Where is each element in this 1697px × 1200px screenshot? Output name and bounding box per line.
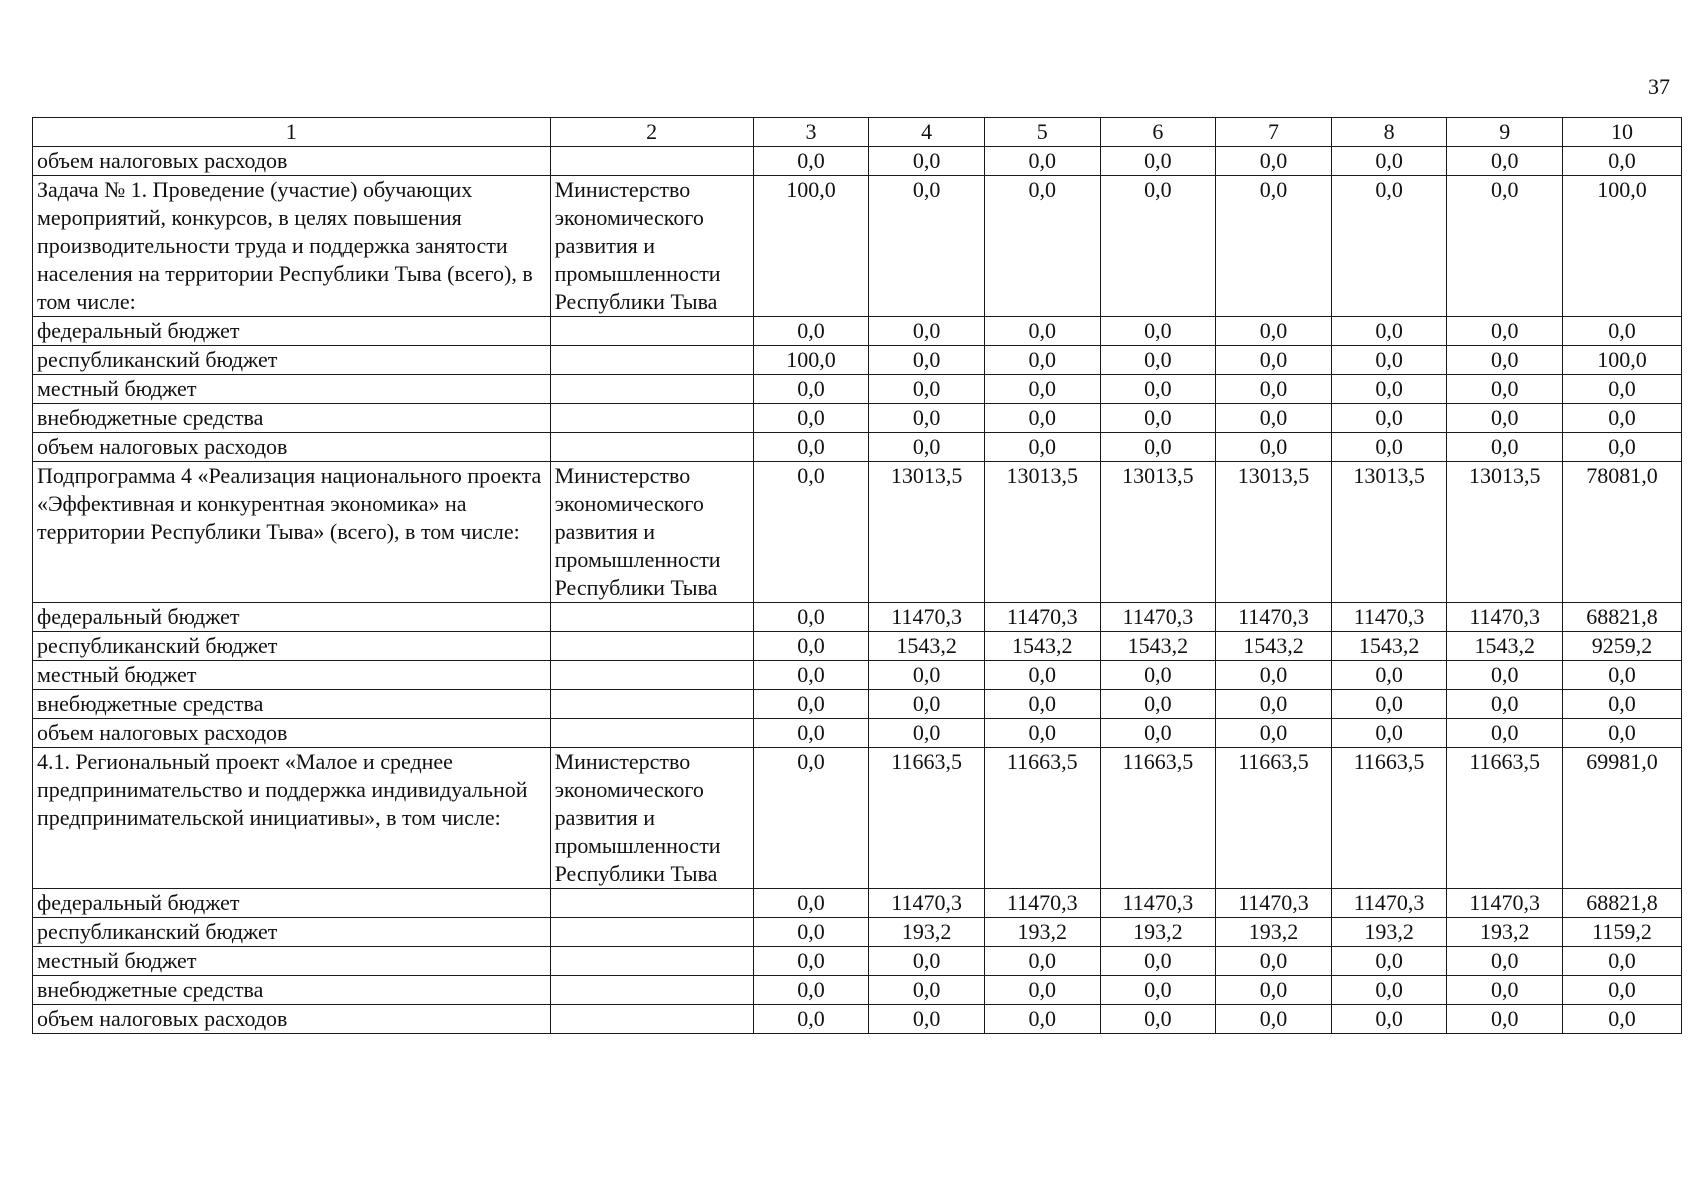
value-cell: 0,0 (1563, 947, 1682, 976)
value-cell: 0,0 (1563, 719, 1682, 748)
table-row (33, 176, 1682, 317)
value-cell: 100,0 (1563, 176, 1682, 317)
table-row (33, 375, 1682, 404)
row-executor (550, 147, 753, 176)
value-cell: 0,0 (753, 947, 869, 976)
value-cell: 0,0 (1216, 947, 1332, 976)
table-row (33, 404, 1682, 433)
row-label: Подпрограмма 4 «Реализация национального проекта «Эффективная и конкурентная экономика» на территории Республики Тыва» (всего), в том числе: (33, 462, 551, 603)
value-cell: 0,0 (1447, 1005, 1563, 1034)
value-cell: 0,0 (1447, 375, 1563, 404)
value-cell: 0,0 (1100, 433, 1216, 462)
value-cell: 11663,5 (984, 748, 1100, 889)
row-label: внебюджетные средства (33, 404, 551, 433)
value-cell: 0,0 (1216, 317, 1332, 346)
row-executor: Министерство экономического развития и промышленности Республики Тыва (550, 176, 753, 317)
value-cell: 11470,3 (1216, 603, 1332, 632)
value-cell: 0,0 (984, 719, 1100, 748)
value-cell: 13013,5 (1331, 462, 1447, 603)
value-cell: 0,0 (1100, 690, 1216, 719)
row-executor (550, 433, 753, 462)
table-row (33, 346, 1682, 375)
header-cell: 6 (1100, 118, 1216, 147)
row-label: внебюджетные средства (33, 976, 551, 1005)
value-cell: 0,0 (869, 976, 985, 1005)
header-cell: 7 (1216, 118, 1332, 147)
value-cell: 11663,5 (1216, 748, 1332, 889)
value-cell: 193,2 (1216, 918, 1332, 947)
header-cell: 4 (869, 118, 985, 147)
value-cell: 0,0 (1447, 433, 1563, 462)
value-cell: 0,0 (753, 918, 869, 947)
value-cell: 0,0 (869, 433, 985, 462)
value-cell: 0,0 (1331, 947, 1447, 976)
value-cell: 0,0 (869, 947, 985, 976)
value-cell: 0,0 (869, 661, 985, 690)
header-cell: 10 (1563, 118, 1682, 147)
value-cell: 1159,2 (1563, 918, 1682, 947)
table-row (33, 632, 1682, 661)
value-cell: 0,0 (1100, 176, 1216, 317)
row-label: 4.1. Региональный проект «Малое и среднее предпринимательство и поддержка индивидуальной предпринимательской инициативы», в том числе: (33, 748, 551, 889)
table-row (33, 661, 1682, 690)
budget-table (32, 117, 1682, 1034)
value-cell: 0,0 (1447, 976, 1563, 1005)
row-executor (550, 603, 753, 632)
value-cell: 0,0 (1100, 976, 1216, 1005)
value-cell: 0,0 (1100, 317, 1216, 346)
value-cell: 0,0 (984, 976, 1100, 1005)
row-label: объем налоговых расходов (33, 433, 551, 462)
value-cell: 0,0 (1563, 1005, 1682, 1034)
value-cell: 0,0 (1447, 346, 1563, 375)
value-cell: 0,0 (1216, 346, 1332, 375)
row-executor: Министерство экономического развития и промышленности Республики Тыва (550, 462, 753, 603)
table-row (33, 1005, 1682, 1034)
value-cell: 0,0 (984, 404, 1100, 433)
value-cell: 0,0 (1100, 661, 1216, 690)
value-cell: 0,0 (1331, 719, 1447, 748)
value-cell: 0,0 (869, 346, 985, 375)
row-executor (550, 375, 753, 404)
header-cell: 1 (33, 118, 551, 147)
value-cell: 13013,5 (1216, 462, 1332, 603)
header-cell: 3 (753, 118, 869, 147)
value-cell: 0,0 (1216, 147, 1332, 176)
value-cell: 11470,3 (869, 889, 985, 918)
value-cell: 11470,3 (984, 889, 1100, 918)
header-row (33, 118, 1682, 147)
value-cell: 69981,0 (1563, 748, 1682, 889)
value-cell: 0,0 (869, 719, 985, 748)
value-cell: 13013,5 (869, 462, 985, 603)
row-executor (550, 661, 753, 690)
value-cell: 13013,5 (1447, 462, 1563, 603)
row-executor (550, 404, 753, 433)
value-cell: 0,0 (1563, 976, 1682, 1005)
header-cell: 2 (550, 118, 753, 147)
value-cell: 13013,5 (984, 462, 1100, 603)
value-cell: 0,0 (984, 176, 1100, 317)
header-cell: 8 (1331, 118, 1447, 147)
value-cell: 1543,2 (1100, 632, 1216, 661)
table-row (33, 976, 1682, 1005)
value-cell: 0,0 (1563, 375, 1682, 404)
table-row (33, 462, 1682, 603)
row-label: Задача № 1. Проведение (участие) обучающих мероприятий, конкурсов, в целях повышения производительности труда и поддержка занятости населения на территории Республики Тыва (всего), в том числе: (33, 176, 551, 317)
value-cell: 0,0 (753, 147, 869, 176)
value-cell: 0,0 (1331, 976, 1447, 1005)
value-cell: 0,0 (753, 462, 869, 603)
row-executor (550, 947, 753, 976)
value-cell: 0,0 (753, 661, 869, 690)
row-label: республиканский бюджет (33, 632, 551, 661)
value-cell: 11470,3 (984, 603, 1100, 632)
value-cell: 0,0 (1447, 176, 1563, 317)
row-executor (550, 346, 753, 375)
value-cell: 9259,2 (1563, 632, 1682, 661)
value-cell: 0,0 (1100, 147, 1216, 176)
table-row (33, 433, 1682, 462)
value-cell: 0,0 (1100, 719, 1216, 748)
table-row (33, 918, 1682, 947)
value-cell: 0,0 (984, 433, 1100, 462)
value-cell: 11470,3 (1331, 603, 1447, 632)
value-cell: 0,0 (753, 719, 869, 748)
value-cell: 0,0 (1331, 690, 1447, 719)
value-cell: 11470,3 (1447, 889, 1563, 918)
value-cell: 0,0 (984, 375, 1100, 404)
table-row (33, 317, 1682, 346)
value-cell: 0,0 (869, 404, 985, 433)
row-executor (550, 1005, 753, 1034)
value-cell: 0,0 (753, 375, 869, 404)
value-cell: 0,0 (1447, 690, 1563, 719)
header-cell: 5 (984, 118, 1100, 147)
value-cell: 11470,3 (869, 603, 985, 632)
row-label: республиканский бюджет (33, 918, 551, 947)
row-executor (550, 690, 753, 719)
value-cell: 0,0 (1100, 375, 1216, 404)
value-cell: 0,0 (1447, 404, 1563, 433)
value-cell: 0,0 (753, 404, 869, 433)
value-cell: 0,0 (984, 947, 1100, 976)
value-cell: 0,0 (1216, 176, 1332, 317)
value-cell: 0,0 (1100, 947, 1216, 976)
row-label: республиканский бюджет (33, 346, 551, 375)
value-cell: 0,0 (753, 889, 869, 918)
value-cell: 0,0 (1331, 176, 1447, 317)
value-cell: 0,0 (869, 375, 985, 404)
value-cell: 0,0 (1331, 1005, 1447, 1034)
value-cell: 0,0 (1563, 433, 1682, 462)
value-cell: 100,0 (753, 176, 869, 317)
value-cell: 11663,5 (1447, 748, 1563, 889)
value-cell: 1543,2 (1331, 632, 1447, 661)
value-cell: 100,0 (1563, 346, 1682, 375)
value-cell: 0,0 (753, 433, 869, 462)
value-cell: 0,0 (1563, 690, 1682, 719)
value-cell: 0,0 (1447, 947, 1563, 976)
value-cell: 0,0 (753, 690, 869, 719)
value-cell: 0,0 (1331, 147, 1447, 176)
row-label: местный бюджет (33, 375, 551, 404)
value-cell: 0,0 (1216, 690, 1332, 719)
value-cell: 0,0 (1216, 719, 1332, 748)
value-cell: 0,0 (1447, 147, 1563, 176)
value-cell: 0,0 (984, 147, 1100, 176)
value-cell: 193,2 (1100, 918, 1216, 947)
value-cell: 193,2 (1447, 918, 1563, 947)
value-cell: 11663,5 (869, 748, 985, 889)
value-cell: 0,0 (984, 1005, 1100, 1034)
value-cell: 100,0 (753, 346, 869, 375)
page-number: 37 (1648, 74, 1670, 99)
row-label: объем налоговых расходов (33, 719, 551, 748)
value-cell: 0,0 (1216, 433, 1332, 462)
value-cell: 1543,2 (1447, 632, 1563, 661)
value-cell: 0,0 (869, 176, 985, 317)
value-cell: 68821,8 (1563, 889, 1682, 918)
value-cell: 0,0 (869, 690, 985, 719)
table-row (33, 603, 1682, 632)
value-cell: 1543,2 (1216, 632, 1332, 661)
value-cell: 0,0 (1563, 404, 1682, 433)
value-cell: 11470,3 (1331, 889, 1447, 918)
value-cell: 13013,5 (1100, 462, 1216, 603)
value-cell: 193,2 (984, 918, 1100, 947)
value-cell: 0,0 (869, 147, 985, 176)
value-cell: 1543,2 (869, 632, 985, 661)
value-cell: 0,0 (1100, 346, 1216, 375)
value-cell: 11470,3 (1216, 889, 1332, 918)
value-cell: 1543,2 (984, 632, 1100, 661)
value-cell: 0,0 (1216, 1005, 1332, 1034)
value-cell: 0,0 (753, 632, 869, 661)
value-cell: 11663,5 (1331, 748, 1447, 889)
header-cell: 9 (1447, 118, 1563, 147)
value-cell: 0,0 (1447, 317, 1563, 346)
value-cell: 0,0 (1331, 404, 1447, 433)
value-cell: 0,0 (984, 317, 1100, 346)
row-label: федеральный бюджет (33, 603, 551, 632)
row-executor: Министерство экономического развития и промышленности Республики Тыва (550, 748, 753, 889)
value-cell: 0,0 (1447, 661, 1563, 690)
value-cell: 0,0 (984, 346, 1100, 375)
value-cell: 193,2 (1331, 918, 1447, 947)
value-cell: 0,0 (753, 748, 869, 889)
value-cell: 0,0 (753, 976, 869, 1005)
value-cell: 78081,0 (1563, 462, 1682, 603)
value-cell: 11470,3 (1100, 603, 1216, 632)
value-cell: 0,0 (1100, 1005, 1216, 1034)
value-cell: 0,0 (1563, 147, 1682, 176)
row-label: объем налоговых расходов (33, 1005, 551, 1034)
value-cell: 0,0 (1216, 404, 1332, 433)
value-cell: 0,0 (869, 317, 985, 346)
value-cell: 0,0 (984, 661, 1100, 690)
value-cell: 11663,5 (1100, 748, 1216, 889)
table-row (33, 719, 1682, 748)
row-executor (550, 918, 753, 947)
row-executor (550, 632, 753, 661)
value-cell: 0,0 (1331, 433, 1447, 462)
value-cell: 0,0 (1216, 661, 1332, 690)
table-row (33, 147, 1682, 176)
table-row (33, 748, 1682, 889)
row-label: местный бюджет (33, 661, 551, 690)
value-cell: 68821,8 (1563, 603, 1682, 632)
row-label: местный бюджет (33, 947, 551, 976)
row-executor (550, 976, 753, 1005)
value-cell: 0,0 (1563, 661, 1682, 690)
value-cell: 0,0 (1447, 719, 1563, 748)
value-cell: 193,2 (869, 918, 985, 947)
value-cell: 0,0 (1331, 346, 1447, 375)
row-executor (550, 719, 753, 748)
value-cell: 0,0 (869, 1005, 985, 1034)
row-label: федеральный бюджет (33, 889, 551, 918)
value-cell: 0,0 (753, 1005, 869, 1034)
value-cell: 0,0 (1331, 317, 1447, 346)
table-row (33, 947, 1682, 976)
value-cell: 0,0 (984, 690, 1100, 719)
row-executor (550, 317, 753, 346)
value-cell: 0,0 (1331, 661, 1447, 690)
value-cell: 11470,3 (1447, 603, 1563, 632)
table-row (33, 690, 1682, 719)
value-cell: 0,0 (1216, 976, 1332, 1005)
value-cell: 0,0 (753, 603, 869, 632)
value-cell: 0,0 (1563, 317, 1682, 346)
row-label: внебюджетные средства (33, 690, 551, 719)
value-cell: 0,0 (1216, 375, 1332, 404)
row-label: объем налоговых расходов (33, 147, 551, 176)
table-row (33, 889, 1682, 918)
value-cell: 0,0 (1100, 404, 1216, 433)
value-cell: 11470,3 (1100, 889, 1216, 918)
value-cell: 0,0 (1331, 375, 1447, 404)
row-label: федеральный бюджет (33, 317, 551, 346)
value-cell: 0,0 (753, 317, 869, 346)
row-executor (550, 889, 753, 918)
